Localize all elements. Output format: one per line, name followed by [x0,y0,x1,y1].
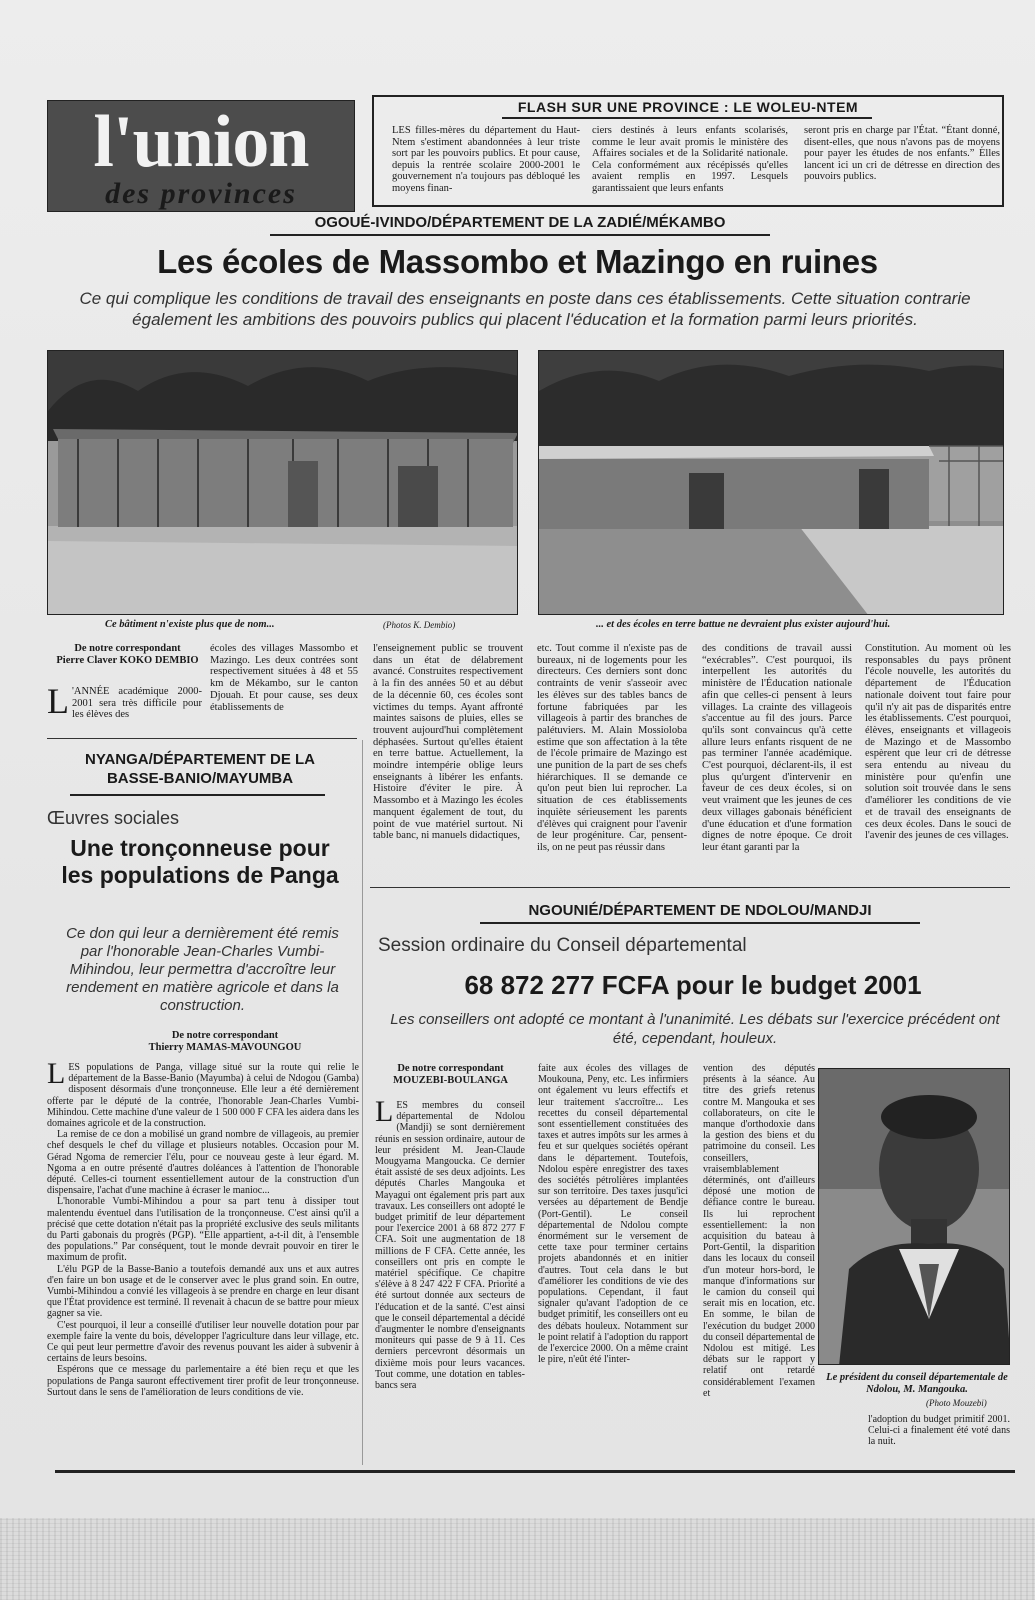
main-lead: 'ANNÉE académique 2000-2001 sera très difficile pour les élèves des [72,686,202,721]
main-section-rule [270,234,770,236]
nyanga-p2: La remise de ce don a mobilisé un grand nombre de villageois, au premier chef desquels le chef du village et plusieurs notables. Occasion pour M. Gérad Ngoma de remercier l'élu, pour ce nouveau geste à leur égard. M. Ngoma a en outre présenté d'autres doléances à l'attention de l'honorable député. Celles-ci tournent essentiellement autour de la construction d'un dispensaire, l'achat d'une machine à écraser le manioc... [47,1129,359,1197]
ngounie-top-rule [370,887,1010,888]
school-photo-left [47,350,518,615]
dropcap: L [47,681,69,721]
school-building-ruin-image [48,351,518,615]
portrait-caption: Le président du conseil départementale de Ndolou, M. Mangouka. [826,1372,1008,1395]
ngounie-byline [378,1063,523,1087]
masthead-logo [47,100,355,212]
main-deck: Ce qui complique les conditions de travail des enseignants en poste dans ces établissements. Cette situation contrarie également les ambitions des pouvoirs publics qui placent l'éducation et la formation parmi leurs priorités. [79,289,971,329]
masthead-title: l'union [93,101,309,183]
ngounie-col-3: vention des députés présents à la séance. Au titre des griefs retenus contre M. Mangouka et ses collaborateurs, on cite le manque d'orthodoxie dans la gestion des biens et du patrimoine du conseil. Les conseillers, vraisemblablement déterminés, ont d'ailleurs déposé une motion de défiance contre le bureau. Ils lui reprochent essentiellement: la non acquisition du bateau à Port-Gentil, la disparition dans les locaux du conseil d'un moteur hors-bord, le manque d'informations sur le camion du conseil qui serait mis en location, etc. En somme, le bilan de l'exécution du budget 2000 du conseil départemental de Ndolou est mitigé. Les débats sur le rapport y relatif ont retardé considérablement l'examen et [703,1063,815,1399]
ngounie-section-rule [480,922,920,924]
nyanga-section-rule [70,794,325,796]
ngounie-byline-name: MOUZEBI-BOULANGA [393,1075,508,1086]
ngounie-deck: Les conseillers ont adopté ce montant à l'unanimité. Les débats sur l'exercice précédent ont été, cependant, houleux. [390,1011,1000,1047]
flash-box [372,95,1004,207]
ngounie-col-2: faite aux écoles des villages de Moukouna, Peny, etc. Les infirmiers ont également vu leurs effectifs et leur traitement s'accroître... Les recettes du conseil départemental sont essentiellement constituées des taxes et autres impôts sur les armes à feu et sur quelques sociétés opérant dans le département. Toutefois, Ndolou espère enregistrer des taxes des sociétés pétrolières implantées sur son territoire. Des taxes jusqu'ici versées au département de Bendje (Port-Gentil). Le conseil départemental de Ndolou compte énormément sur le versement de cette taxe pour terminer certains projets abandonnés et en initier d'autres. Tout cela dans le but d'améliorer les conditions de vie des populations. Cependant, il faut signaler qu'avant l'adoption de ce budget primitif, les conseillers ont eu des débats houleux. Notamment sur le point relatif à l'adoption du rapport de l'exercice 2000. On a même craint le pire, n'eût été l'inter- [538,1063,688,1366]
photo-caption-left: Ce bâtiment n'existe plus que de nom... [105,619,275,630]
main-section-label: OGOUÉ-IVINDO/DÉPARTEMENT DE LA ZADIÉ/MÉKAMBO [314,214,726,231]
main-col-1 [47,681,202,721]
nyanga-headline: Une tronçonneuse pour les populations de Panga [61,835,339,888]
portrait-credit: (Photo Mouzebi) [926,1398,987,1408]
ngounie-byline-label: De notre correspondant [397,1063,504,1074]
masthead-subtitle: des provinces [105,177,297,210]
president-portrait [818,1068,1010,1365]
main-byline [55,643,200,667]
main-col-6: Constitution. Au moment où les responsables du pays prônent l'école nouvelle, les autorités du département de l'Éducation nationale doivent tout faire pour qu'il n'y ait pas de disparités entre les établissements. C'est pourquoi, élèves, enseignants et villageois de Mazingo et de Massombo espèrent que leur cri de détresse sera entendu au niveau du ministère pour qu'enfin une solution soit trouvée dans le sens d'améliorer les conditions de vie et de travail des enseignants de ces deux écoles. Dans le souci de l'avenir des jeunes de ces villages. [865,643,1011,842]
main-col-4: etc. Tout comme il n'existe pas de bureaux, ni de logements pour les directeurs. Ces derniers sont donc contraints de venir s'asseoir avec les élèves sur des tables bancs de fortune fabriquées par les villageois à partir des branches de palétuviers. M. Alain Mossioloba estime que son affectation à la tête de l'école primaire de Mazingo est une punition de la part de ses chefs hiérarchiques. Il se demande ce qu'on peut bien lui reprocher. La situation de ces établissements inquiète sérieusement les parents d'élèves qui craignent pour l'avenir de leur progéniture. Car, pensent-ils, on ne peut pas réussir dans [537,643,687,853]
byline-label: De notre correspondant [74,643,181,654]
nyanga-kicker: Œuvres sociales [47,808,180,828]
mud-school-image [539,351,1004,615]
scan-bottom-edge [0,1518,1035,1600]
nyanga-p1: ES populations de Panga, village situé sur la route qui relie le département de la Basse-Banio (Mayumba) à celui de Ndogou (Gamba) disposent désormais d'une tronçonneuse. Elle leur a été dernièrement offerte par le député de la contrée, l'honorable Jean-Charles Vumbi-Mihindou. Cette machine d'une valeur de 1 500 000 F CFA les aidera dans les domaines agricole et de la construction. [47,1062,359,1130]
nyanga-p5: C'est pourquoi, il leur a conseillé d'utiliser leur nouvelle dotation pour par exemple faire la vente du bois, développer l'agriculture dans leur village, etc. Ce qui peut leur permettre d'avoir des revenus pouvant les aider à subvenir à certains de leurs besoins. [47,1319,359,1365]
column-divider [362,740,363,1465]
nyanga-p4: L'élu PGP de la Basse-Banio a toutefois demandé aux uns et aux autres d'en faire un bon usage et de le conserver avec le plus grand soin. En outre, Vumbi-Mihindou a convié les villageois à se prendre en charge en leur disant que l'État providence est terminé. Il revenait à chacun de se battre pour mieux gagner sa vie. [47,1263,359,1320]
nyanga-byline-label: De notre correspondant [171,1030,279,1041]
ngounie-kicker: Session ordinaire du Conseil départemental [378,935,747,956]
school-photo-right [538,350,1004,615]
main-headline: Les écoles de Massombo et Mazingo en ruines [157,243,878,280]
nyanga-top-rule [47,738,357,739]
nyanga-p6: Espérons que ce message du parlementaire a été bien reçu et que les populations de Panga sauront effectivement tirer profit de leur tronçonneuse. Surtout dans le sens de l'amélioration de leurs conditions de vie. [47,1364,359,1398]
ngounie-col-1 [375,1095,525,1392]
nyanga-deck: Ce don qui leur a dernièrement été remis par l'honorable Jean-Charles Vumbi-Mihindou, leur permettra d'accroître leur rendement en matière agricole et dans la construction. [66,925,339,1014]
ngounie-section-label: NGOUNIÉ/DÉPARTEMENT DE NDOLOU/MANDJI [528,902,872,919]
ngounie-col-1-text: ES membres du conseil départemental de Ndolou (Mandji) se sont dernièrement réunis en session ordinaire, autour de leur président M. Jean-Claude Mougyama Mangoucka. Ce dernier était assisté de ses deux adjoints. Les députés Charles Mangouka et Mayagui ont également pris part aux travaux. Les conseillers ont adopté le budget primitif de leur département pour l'exercice 2001 à 68 872 277 F CFA. Soit une augmentation de 18 millions de F CFA. Cette année, les conseillers ont pris en compte le matériel spécifique. Ce chapitre s'élève à 8 247 422 F CFA. Priorité a été surtout donnée aux secteurs de l'éducation et de la santé. C'est ainsi que le conseil départemental a décidé d'augmenter le nombre d'enseignants moniteurs qui passe de 9 à 11. Ces derniers percevront désormais un dixième mois pour leurs vacances. Tout comme, une dotation en tables-bancs sera [375,1100,525,1392]
byline-name: Pierre Claver KOKO DEMBIO [56,655,199,666]
photo-credit: (Photos K. Dembio) [383,620,456,630]
flash-title: FLASH SUR UNE PROVINCE : LE WOLEU-NTEM [517,99,859,115]
nyanga-byline-name: Thierry MAMAS-MAVOUNGOU [148,1042,302,1053]
flash-rule [502,117,872,119]
page-bottom-rule [55,1470,1015,1473]
president-portrait-image [819,1069,1010,1365]
flash-col-3: seront pris en charge par l'État. “Étant donné, disent-elles, que nous n'avons pas de moyens pour payer les études de nos enfants.” Elles lancent ici un cri de détresse en direction des pouvoirs publics. [804,125,1000,183]
main-col-3: l'enseignement public se trouvent dans un état de délabrement avancé. Construites respectivement à la fin des années 50 et au début de la décennie 60, ces écoles sont victimes du temps. Ayant affronté maintes saisons de pluies, elles se trouvent aujourd'hui complètement déphasées. Surtout qu'elles étaient en terre battue. Actuellement, la moindre intempérie oblige leurs enseignants à libérer les enfants. Histoire d'éviter le pire. À Massombo et à Mazingo les écoles manquent également de tout, du point de vue matériel surtout. Ni table banc, ni manuels didactiques, [373,643,523,842]
nyanga-dropcap: L [47,1057,66,1090]
nyanga-p3: L'honorable Vumbi-Mihindou a pour sa part tenu à dissiper tout malentendu éventuel dans l'utilisation de la tronçonneuse. C'est ainsi qu'il a précisé que cette dotation n'était pas la propriété exclusive des seuls militants du Parti gabonais du progrès (PGP). “Elle appartient, a-t-il dit, à l'ensemble des populations.” Par conséquent, tout le monde devrait pouvoir en tirer le maximum de profit. [47,1196,359,1264]
photo-caption-right: ... et des écoles en terre battue ne devraient plus exister aujourd'hui. [596,619,891,630]
nyanga-body [47,1057,359,1398]
nyanga-byline [100,1030,350,1054]
ngounie-dropcap: L [375,1095,394,1128]
nyanga-section-label: NYANGA/DÉPARTEMENT DE LA BASSE-BANIO/MAYUMBA [84,751,316,787]
main-col-2: écoles des villages Massombo et Mazingo. Les deux contrées sont respectivement situées à 48 et 55 km de Mékambo, sur le canton Djouah. Et pour cause, ses deux établissements de [210,643,358,713]
ngounie-tail: l'adoption du budget primitif 2001. Celui-ci a finalement été voté dans la nuit. [868,1414,1010,1448]
flash-col-2: ciers destinés à leurs enfants scolarisés, comme le leur avait promis le ministère des Affaires sociales et de la Solidarité nationale. Cela conformément aux récépissés qu'elles avaient remplis en 1997. Lesquels garantissaient que leurs enfants [592,125,788,194]
flash-col-1: LES filles-mères du département du Haut-Ntem s'estiment abandonnées à leur triste sort par les pouvoirs publics. Et pour cause, depuis la rentrée scolaire 2000-2001 le gouvernement n'a toujours pas débloqué les moyens finan- [392,125,580,194]
ngounie-headline: 68 872 277 FCFA pour le budget 2001 [464,970,922,1000]
main-col-5: des conditions de travail aussi “exécrables”. C'est pourquoi, ils interpellent les autorités du ministère de l'Éducation nationale afin que celles-ci pensent à leurs villages. La crainte des villageois s'accentue au fil des jours. Parce qu'ils sont convaincus qu'à cette allure leurs enfants risquent de ne pas terminer l'année académique. C'est pourquoi, déclarent-ils, il est plus qu'urgent d'intervenir en faveur de ces deux écoles, si on veut vraiment que les jeunes de ces deux villages gabonais bénéficient d'une éducation et d'une formation dignes de notre époque. Ce droit leur étant garanti par la [702,643,852,853]
